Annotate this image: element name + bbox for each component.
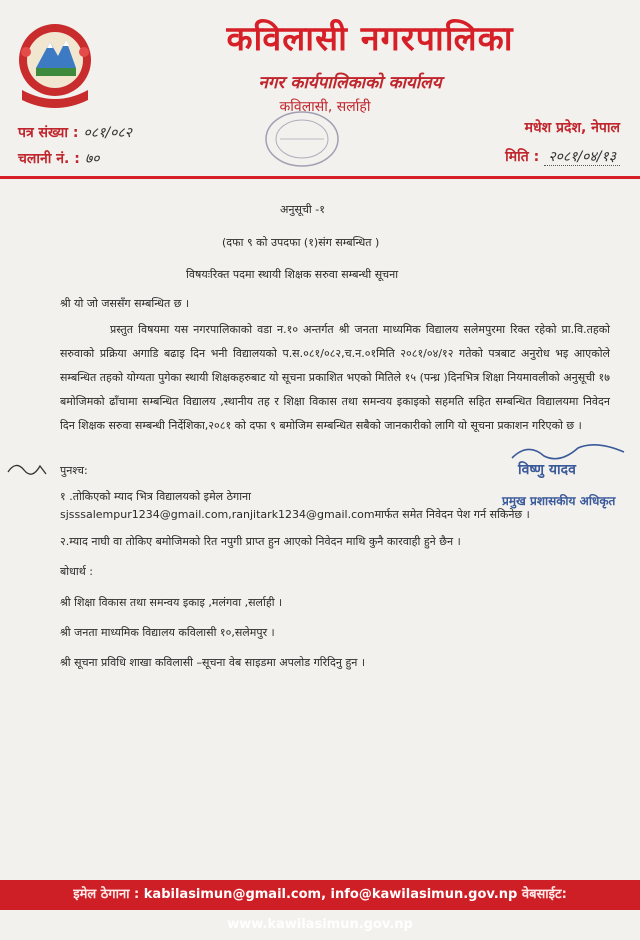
dispatch-number-value: ७०	[84, 151, 100, 167]
footer-website-label: वेबसाईट:	[521, 887, 567, 902]
note-one-emails: sjsssalempur1234@gmail.com,ranjitark1234@gmail.comमार्फत समेत निवेदन पेश गर्न सकिनेछ ।	[60, 508, 530, 521]
section-reference: (दफा ९ को उपदफा (१)संग सम्बन्धित )	[222, 236, 380, 249]
annex-heading: अनुसूची -१	[280, 203, 325, 216]
subject-line: विषयःरिक्त पदमा स्थायी शिक्षक सरुवा सम्बन्धी सूचना	[186, 268, 399, 281]
postscript-label: पुनश्च:	[60, 464, 88, 477]
signatory-name: विष्णु यादव	[518, 462, 576, 478]
footer-website: www.kawilasimun.gov.np	[227, 917, 413, 932]
footer-bar	[0, 880, 640, 932]
date-label: मिति :	[505, 149, 540, 165]
letter-number-label: पत्र संख्या :	[18, 125, 79, 141]
cc-label: बोधार्थ :	[60, 565, 93, 578]
office-stamp-icon	[262, 108, 342, 170]
header-divider	[0, 176, 640, 179]
office-address: कविलासी, सर्लाही	[279, 99, 371, 115]
letter-number	[18, 122, 132, 142]
note-two: २.म्याद नाघी वा तोकिए बमोजिमको रित नपुगी प्राप्त हुन आएको निवेदन माथि कुनै कारवाही हुने छैन ।	[60, 535, 461, 548]
notice-paragraph-text: प्रस्तुत विषयमा यस नगरपालिकाको वडा न.१० अन्तर्गत श्री जनता माध्यमिक विद्यालय सलेमपुरमा रिक्त रहेको प्रा.वि.तहको सरुवाको प्रक्रिया अगाडि बढाइ दिन भनी विद्यालयको प.स.०८१/०८२,च.न.०१मिति २०८१/०४/१२ गतेको पत्रबाट अनुरोध भइ आएकोले सम्बन्धित तहको योग्यता पुगेका स्थायी शिक्षकहरुबाट यो सूचना प्रकाशित भएको मितिले १५ (पन्ध्र )दिनभित्र शिक्षा नियमावलीको अनुसूची १७ बमोजिमको ढाँचामा सम्बन्धित विद्यालय ,स्थानीय तह र शिक्षा विकास तथा समन्वय इकाइको सहमति सहित सम्बन्धित विद्यालयमा निवेदन दिन शिक्षक सरुवा सम्बन्धी निर्देशिका,२०८१ को दफा ९ बमोजिम सम्बन्धित सबैको जानकारीको लागि यो सूचना प्रकाशन गरिएको छ ।	[60, 323, 610, 432]
date-field	[505, 146, 620, 166]
signatory-title: प्रमुख प्रशासकीय अधिकृत	[502, 494, 616, 508]
letter-number-value: ०८१/०८२	[83, 125, 132, 141]
footer-emails: kabilasimun@gmail.com, info@kawilasimun.gov.np	[143, 887, 518, 902]
margin-initial-icon	[6, 458, 50, 480]
date-value: २०८१/०४/१३	[544, 149, 620, 166]
dispatch-number	[18, 148, 100, 168]
cc-item: श्री शिक्षा विकास तथा समन्वय इकाइ ,मलंगवा ,सर्लाही ।	[60, 596, 283, 609]
footer-email-label: इमेल ठेगाना :	[73, 887, 140, 902]
office-subtitle: नगर कार्यपालिकाको कार्यालय	[258, 73, 442, 93]
cc-item: श्री जनता माध्यमिक विद्यालय कविलासी १०,सलेमपुर ।	[60, 626, 275, 639]
cc-item: श्री सूचना प्रविधि शाखा कविलासी –सूचना वेब साइडमा अपलोड गरिदिनु हुन ।	[60, 656, 366, 669]
province-label: मधेश प्रदेश, नेपाल	[524, 120, 620, 136]
municipality-title: कविलासी नगरपालिका	[226, 19, 514, 59]
salutation: श्री यो जो जससँग सम्बन्धित छ ।	[60, 297, 190, 310]
nepal-emblem-icon	[14, 12, 96, 112]
note-one: १ .तोकिएको म्याद भित्र विद्यालयको इमेल ठेगाना	[60, 490, 251, 503]
dispatch-number-label: चलानी नं. :	[18, 151, 80, 167]
notice-paragraph	[60, 318, 610, 438]
